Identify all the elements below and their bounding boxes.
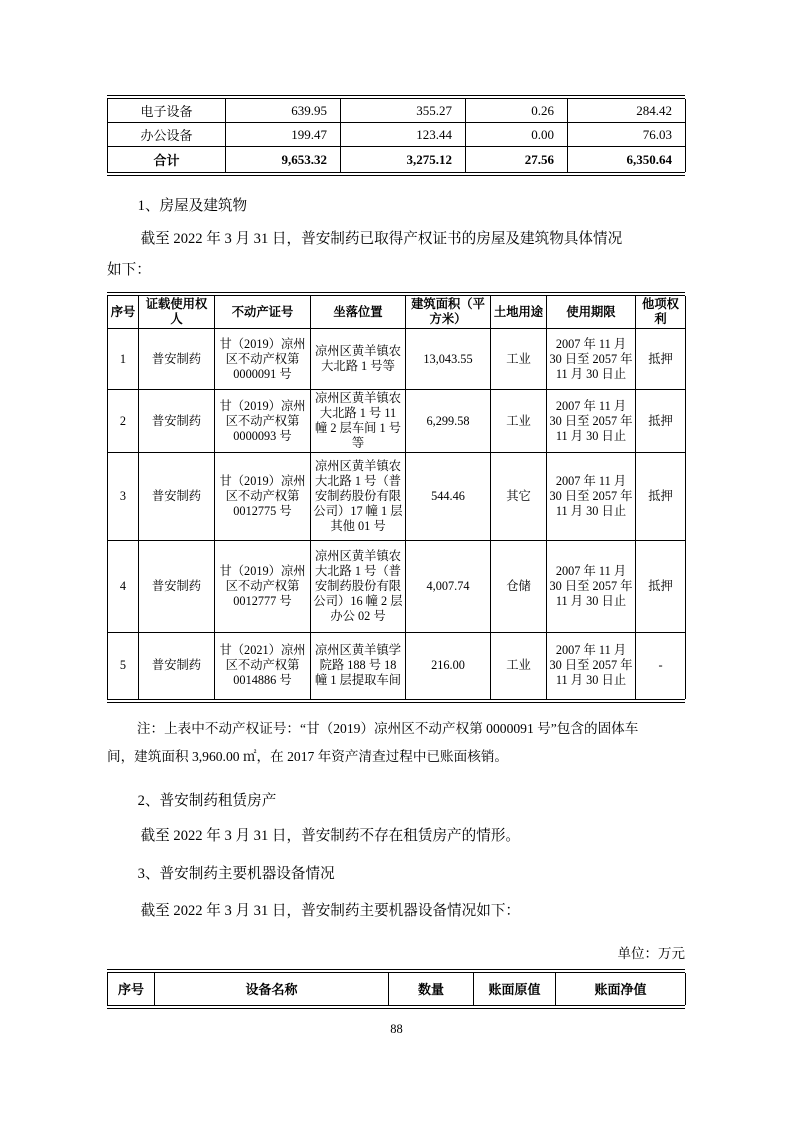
value-cell: 76.03 (568, 123, 686, 147)
machine-table-header-row (108, 973, 686, 1005)
cell-serial: 5 (108, 633, 139, 699)
value-cell: 284.42 (568, 99, 686, 123)
cell-term: 2007 年 11 月 30 日至 2057 年 11 月 30 日止 (547, 633, 636, 699)
property-table-wrap (107, 292, 685, 703)
machine-equipment-table (107, 973, 686, 1005)
summary-row-office-equipment (108, 123, 686, 147)
cell-location: 凉州区黄羊镇农大北路 1 号 11 幢 2 层车间 1 号等 (311, 390, 406, 453)
value-cell: 0.26 (466, 99, 568, 123)
cell-area: 13,043.55 (406, 329, 491, 390)
cell-term: 2007 年 11 月 30 日至 2057 年 11 月 30 日止 (547, 329, 636, 390)
cell-land-use: 其它 (491, 453, 547, 541)
cell-land-use: 工业 (491, 633, 547, 699)
section-heading-machinery: 3、普安制药主要机器设备情况 (137, 865, 335, 882)
cell-encumbrance: 抵押 (636, 329, 686, 390)
value-cell: 3,275.12 (341, 147, 466, 173)
table-note-line: 间，建筑面积 3,960.00 ㎡，在 2017 年资产清查过程中已账面核销。 (107, 748, 509, 764)
table-note-line: 注：上表中不动产权证号：“甘（2019）凉州区不动产权第 0000091 号”包含的固体车 (136, 720, 639, 736)
cell-cert-no: 甘（2019）凉州区不动产权第 0000091 号 (215, 329, 311, 390)
header-owner: 证载使用权人 (139, 296, 215, 329)
header-location: 坐落位置 (311, 296, 406, 329)
header-quantity: 数量 (389, 973, 474, 1005)
property-row-2 (108, 390, 686, 453)
section-heading-houses: 1、房屋及建筑物 (137, 198, 248, 214)
cell-land-use: 工业 (491, 329, 547, 390)
cell-encumbrance: - (636, 633, 686, 699)
value-cell: 0.00 (466, 123, 568, 147)
fixed-assets-summary-table (107, 99, 686, 172)
header-cert-no: 不动产证号 (215, 296, 311, 329)
property-table-header-row (108, 296, 686, 329)
summary-row-total (108, 147, 686, 173)
header-area: 建筑面积（平方米） (406, 296, 491, 329)
fixed-assets-summary-table-wrap (107, 95, 685, 176)
header-encumbrance: 他项权利 (636, 296, 686, 329)
cell-term: 2007 年 11 月 30 日至 2057 年 11 月 30 日止 (547, 541, 636, 633)
property-row-4 (108, 541, 686, 633)
header-equipment-name: 设备名称 (155, 973, 389, 1005)
cell-owner: 普安制药 (139, 541, 215, 633)
cell-encumbrance: 抵押 (636, 390, 686, 453)
row-label: 电子设备 (108, 99, 226, 123)
cell-cert-no: 甘（2019）凉州区不动产权第 0012775 号 (215, 453, 311, 541)
section-heading-leased-property: 2、普安制药租赁房产 (137, 792, 277, 809)
value-cell: 6,350.64 (568, 147, 686, 173)
value-cell: 355.27 (341, 99, 466, 123)
row-label: 合计 (108, 147, 226, 173)
cell-term: 2007 年 11 月 30 日至 2057 年 11 月 30 日止 (547, 453, 636, 541)
property-row-1 (108, 329, 686, 390)
page-number: 88 (390, 1022, 403, 1036)
cell-area: 216.00 (406, 633, 491, 699)
property-table (107, 296, 686, 699)
cell-encumbrance: 抵押 (636, 453, 686, 541)
cell-location: 凉州区黄羊镇农大北路 1 号等 (311, 329, 406, 390)
property-row-3 (108, 453, 686, 541)
page-content (107, 95, 685, 1009)
cell-owner: 普安制药 (139, 329, 215, 390)
cell-cert-no: 甘（2021）凉州区不动产权第 0014886 号 (215, 633, 311, 699)
value-cell: 199.47 (226, 123, 341, 147)
cell-encumbrance: 抵押 (636, 541, 686, 633)
value-cell: 27.56 (466, 147, 568, 173)
cell-location: 凉州区黄羊镇农大北路 1 号（普安制药股份有限公司）16 幢 2 层办公 02 号 (311, 541, 406, 633)
paragraph-line: 截至 2022 年 3 月 31 日，普安制药主要机器设备情况如下： (140, 902, 521, 919)
cell-cert-no: 甘（2019）凉州区不动产权第 0000093 号 (215, 390, 311, 453)
summary-row-electronic-equipment (108, 99, 686, 123)
machine-table-wrap (107, 969, 685, 1009)
paragraph-line: 截至 2022 年 3 月 31 日，普安制药不存在租赁房产的情形。 (140, 827, 521, 844)
cell-cert-no: 甘（2019）凉州区不动产权第 0012777 号 (215, 541, 311, 633)
value-cell: 639.95 (226, 99, 341, 123)
value-cell: 123.44 (341, 123, 466, 147)
cell-area: 4,007.74 (406, 541, 491, 633)
cell-owner: 普安制药 (139, 633, 215, 699)
header-book-net-value: 账面净值 (556, 973, 686, 1005)
cell-serial: 3 (108, 453, 139, 541)
paragraph-line: 截至 2022 年 3 月 31 日，普安制药已取得产权证书的房屋及建筑物具体情况 (140, 231, 623, 247)
value-cell: 9,653.32 (226, 147, 341, 173)
cell-owner: 普安制药 (139, 390, 215, 453)
cell-owner: 普安制药 (139, 453, 215, 541)
cell-land-use: 仓储 (491, 541, 547, 633)
header-book-original-value: 账面原值 (474, 973, 556, 1005)
cell-location: 凉州区黄羊镇农大北路 1 号（普安制药股份有限公司）17 幢 1 层其他 01 号 (311, 453, 406, 541)
property-row-5 (108, 633, 686, 699)
cell-serial: 4 (108, 541, 139, 633)
cell-land-use: 工业 (491, 390, 547, 453)
header-serial: 序号 (108, 973, 155, 1005)
header-land-use: 土地用途 (491, 296, 547, 329)
cell-location: 凉州区黄羊镇学院路 188 号 18 幢 1 层提取车间 (311, 633, 406, 699)
paragraph-line: 如下： (107, 262, 151, 278)
unit-label: 单位：万元 (617, 945, 685, 961)
row-label: 办公设备 (108, 123, 226, 147)
cell-area: 6,299.58 (406, 390, 491, 453)
cell-area: 544.46 (406, 453, 491, 541)
cell-term: 2007 年 11 月 30 日至 2057 年 11 月 30 日止 (547, 390, 636, 453)
header-serial: 序号 (108, 296, 139, 329)
cell-serial: 1 (108, 329, 139, 390)
cell-serial: 2 (108, 390, 139, 453)
header-term: 使用期限 (547, 296, 636, 329)
